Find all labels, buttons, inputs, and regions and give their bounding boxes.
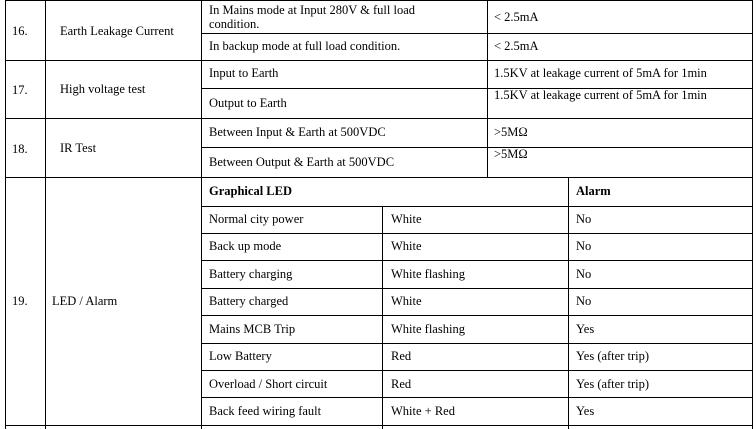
value-text: < 2.5mA (494, 39, 539, 53)
rule (382, 206, 383, 429)
parameter-name: LED / Alarm (52, 294, 118, 308)
rule (5, 0, 753, 1)
condition-text: Between Input & Earth at 500VDC (209, 125, 386, 139)
led-indication: Red (391, 377, 412, 391)
rule (5, 177, 753, 178)
led-state: Normal city power (209, 212, 304, 226)
rule (201, 315, 753, 316)
row-number: 18. (12, 142, 28, 156)
condition-text: condition. (209, 17, 260, 31)
alarm-value: Yes (after trip) (576, 377, 650, 391)
alarm-value: No (576, 294, 592, 308)
led-indication: White flashing (391, 322, 465, 336)
rule (201, 147, 753, 148)
led-state: Battery charging (209, 267, 293, 281)
led-state: Overload / Short circuit (209, 377, 328, 391)
row-number: 17. (12, 83, 28, 97)
rule (5, 60, 753, 61)
led-state: Battery charged (209, 294, 289, 308)
condition-text: Input to Earth (209, 66, 279, 80)
alarm-value: No (576, 239, 592, 253)
rule (201, 206, 753, 207)
rule (201, 233, 753, 234)
rule (5, 0, 6, 429)
alarm-value: Yes (after trip) (576, 349, 650, 363)
alarm-value: No (576, 267, 592, 281)
condition-text: Between Output & Earth at 500VDC (209, 155, 395, 169)
led-indication: White (391, 212, 422, 226)
rule (45, 0, 46, 429)
rule (5, 118, 753, 119)
rule (201, 260, 753, 261)
rule (487, 0, 488, 177)
led-state: Back up mode (209, 239, 282, 253)
value-text: < 2.5mA (494, 10, 539, 24)
alarm-value: Yes (576, 322, 595, 336)
rule (201, 397, 753, 398)
column-header-led: Graphical LED (209, 184, 292, 198)
rule (201, 343, 753, 344)
rule (568, 177, 569, 429)
parameter-name: Earth Leakage Current (60, 24, 174, 38)
led-indication: White (391, 239, 422, 253)
rule (201, 288, 753, 289)
led-indication: White + Red (391, 404, 455, 418)
value-text: 1.5KV at leakage current of 5mA for 1min (494, 88, 707, 102)
led-state: Low Battery (209, 349, 272, 363)
column-header-alarm: Alarm (576, 184, 611, 198)
value-text: >5MΩ (494, 125, 528, 139)
rule (752, 0, 753, 429)
value-text: 1.5KV at leakage current of 5mA for 1min (494, 66, 707, 80)
parameter-name: High voltage test (60, 82, 146, 96)
alarm-value: No (576, 212, 592, 226)
led-indication: White flashing (391, 267, 465, 281)
parameter-name: IR Test (60, 141, 97, 155)
led-state: Back feed wiring fault (209, 404, 322, 418)
rule (201, 33, 753, 34)
led-indication: Red (391, 349, 412, 363)
row-number: 16. (12, 24, 28, 38)
condition-text: Output to Earth (209, 96, 287, 110)
alarm-value: Yes (576, 404, 595, 418)
led-state: Mains MCB Trip (209, 322, 296, 336)
rule (201, 0, 202, 429)
led-indication: White (391, 294, 422, 308)
rule (5, 425, 753, 426)
condition-text: In Mains mode at Input 280V & full load (209, 3, 415, 17)
condition-text: In backup mode at full load condition. (209, 39, 401, 53)
row-number: 19. (12, 294, 28, 308)
rule (201, 370, 753, 371)
value-text: >5MΩ (494, 147, 528, 161)
